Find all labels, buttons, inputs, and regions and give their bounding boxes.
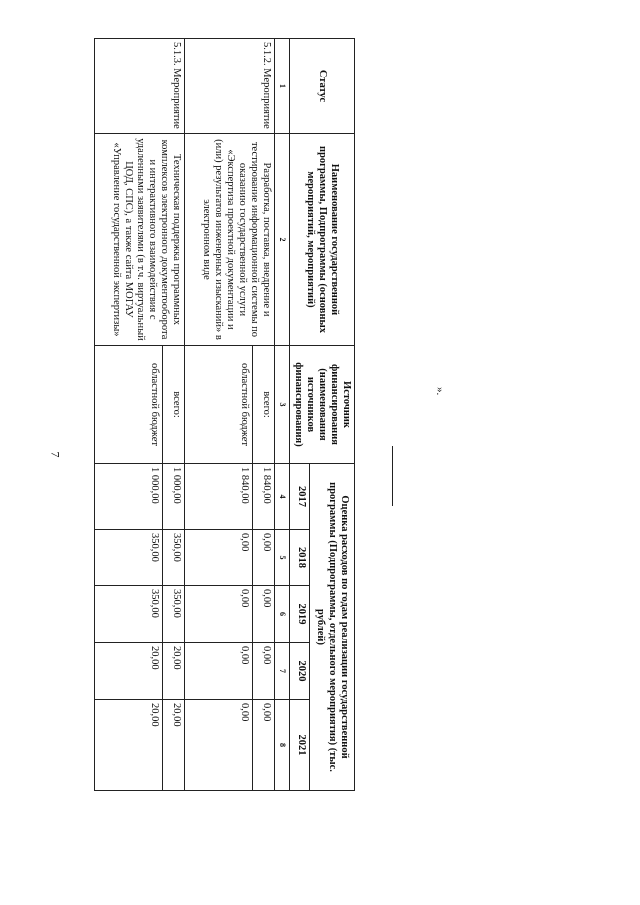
row-source: всего: xyxy=(163,346,185,464)
header-year: 2020 xyxy=(289,643,309,700)
row-value: 0,00 xyxy=(253,700,275,791)
column-number: 4 xyxy=(275,464,289,530)
column-number: 8 xyxy=(275,700,289,791)
row-value: 0,00 xyxy=(185,643,253,700)
table-row xyxy=(253,39,275,791)
column-number: 2 xyxy=(275,134,289,346)
budget-table xyxy=(95,38,356,791)
row-value: 0,00 xyxy=(253,530,275,586)
table-row xyxy=(163,39,185,791)
column-number: 5 xyxy=(275,530,289,586)
header-year: 2017 xyxy=(289,464,309,530)
row-status: 5.1.3. Мероприятие xyxy=(95,39,185,134)
row-value: 0,00 xyxy=(185,586,253,643)
row-value: 350,00 xyxy=(163,530,185,586)
row-source: областной бюджет xyxy=(185,346,253,464)
row-value: 0,00 xyxy=(185,530,253,586)
row-value: 0,00 xyxy=(185,700,253,791)
row-value: 350,00 xyxy=(95,530,163,586)
header-year: 2018 xyxy=(289,530,309,586)
header-source: Источник финансирования (наименования источников финансирования) xyxy=(289,346,354,464)
row-value: 20,00 xyxy=(163,643,185,700)
row-name: Разработка, поставка, внедрение и тестирование информационной системы по оказанию государственной услуги «Экспертиза проектной документации и (или) результатов инженерных изысканий» в электронном виде xyxy=(185,134,275,346)
column-number: 6 xyxy=(275,586,289,643)
column-number-row xyxy=(275,39,289,791)
rotated-page xyxy=(95,38,355,790)
closing-line xyxy=(392,446,393,506)
closing-mark: ». xyxy=(434,387,446,396)
row-value: 20,00 xyxy=(95,700,163,791)
column-number: 1 xyxy=(275,39,289,134)
row-status: 5.1.2. Мероприятие xyxy=(185,39,275,134)
row-value: 1 840,00 xyxy=(185,464,253,530)
row-source: всего: xyxy=(253,346,275,464)
row-name: Техническая поддержка программных комплексов электронного документооборота и интерактивного взаимодействия с удаленными заявителями (в т.ч. виртуальный ЦОД, СПС), а также сайта МОГАУ «Управление государственной экспертизы» xyxy=(95,134,185,346)
row-value: 0,00 xyxy=(253,643,275,700)
header-name: Наименование государственной программы, Подпрограммы (основных мероприятий, мероприятий) xyxy=(289,134,354,346)
row-value: 1 000,00 xyxy=(95,464,163,530)
row-value: 0,00 xyxy=(253,586,275,643)
header-year: 2021 xyxy=(289,700,309,791)
header-year: 2019 xyxy=(289,586,309,643)
row-value: 350,00 xyxy=(95,586,163,643)
header-estimate: Оценка расходов по годам реализации государственной программы (Подпрограммы, отдельного мероприятия) (тыс. рублей) xyxy=(309,464,354,791)
row-value: 1 000,00 xyxy=(163,464,185,530)
column-number: 7 xyxy=(275,643,289,700)
header-status: Статус xyxy=(289,39,354,134)
column-number: 3 xyxy=(275,346,289,464)
row-value: 350,00 xyxy=(163,586,185,643)
row-source: областной бюджет xyxy=(95,346,163,464)
page-number: 7 xyxy=(48,451,63,458)
row-value: 20,00 xyxy=(95,643,163,700)
row-value: 20,00 xyxy=(163,700,185,791)
row-value: 1 840,00 xyxy=(253,464,275,530)
